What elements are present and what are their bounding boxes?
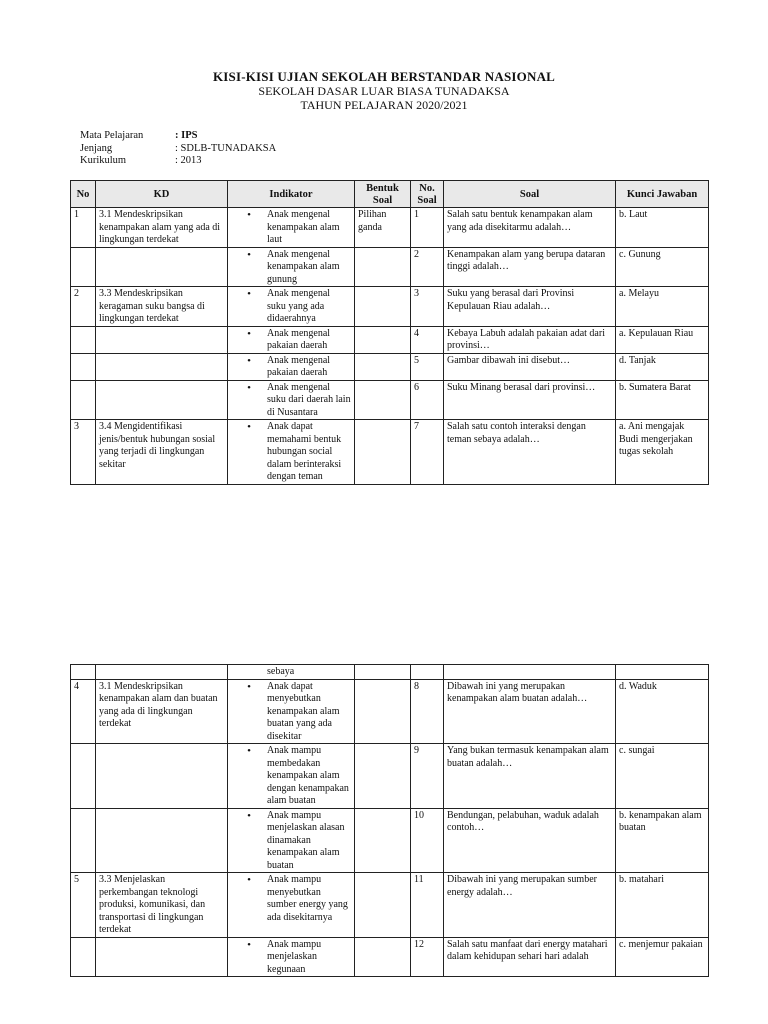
bullet-icon: • — [247, 209, 251, 221]
meta-subject — [80, 130, 276, 143]
meta-curriculum — [80, 155, 276, 168]
indikator-text: Anak dapat memahami bentuk hubungan social dalam berinteraksi dengan teman — [267, 421, 342, 482]
cell-bentuk — [355, 665, 411, 680]
meta-subject-label: Mata Pelajaran — [80, 130, 144, 141]
header-soal: Soal — [444, 181, 616, 208]
cell-no-soal — [411, 665, 444, 680]
cell-no — [71, 247, 96, 287]
indikator-text: Anak mengenal kenampakan alam laut — [267, 209, 340, 245]
table-row — [71, 287, 709, 327]
table-row — [71, 380, 709, 420]
cell-no-soal: 9 — [411, 744, 444, 809]
cell-kd: 3.3 Mendeskripsikan keragaman suku bangsa di lingkungan terdekat — [96, 287, 228, 327]
cell-no: 3 — [71, 420, 96, 485]
cell-bentuk — [355, 873, 411, 938]
meta-level-label: Jenjang — [80, 142, 113, 154]
cell-indikator — [228, 937, 355, 977]
cell-bentuk — [355, 326, 411, 353]
cell-soal — [444, 665, 616, 680]
cell-no-soal: 10 — [411, 808, 444, 873]
indikator-text: Anak dapat menyebutkan kenampakan alam buatan yang ada disekitar — [267, 680, 340, 742]
cell-soal: Bendungan, pelabuhan, waduk adalah contoh… — [444, 808, 616, 873]
header-kunci-jawaban: Kunci Jawaban — [616, 181, 709, 208]
cell-bentuk — [355, 287, 411, 327]
cell-soal: Kebaya Labuh adalah pakaian adat dari provinsi… — [444, 326, 616, 353]
bullet-icon: • — [247, 938, 251, 951]
cell-no-soal: 5 — [411, 353, 444, 380]
table-row — [71, 744, 709, 809]
cell-kd: 3.1 Mendeskripsikan kenampakan alam dan buatan yang ada di lingkungan terdekat — [96, 679, 228, 744]
cell-kunci: c. Gunung — [616, 247, 709, 287]
cell-bentuk — [355, 353, 411, 380]
table-row — [71, 247, 709, 287]
cell-indikator — [228, 247, 355, 287]
cell-kd: 3.1 Mendeskripsikan kenampakan alam yang ada di lingkungan terdekat — [96, 208, 228, 248]
indikator-text: Anak mampu menjelaskan alasan dinamakan kenampakan alam buatan — [267, 809, 345, 871]
cell-soal: Suku Minang berasal dari provinsi… — [444, 380, 616, 420]
cell-indikator — [228, 287, 355, 327]
cell-kunci: b. Sumatera Barat — [616, 380, 709, 420]
header-indikator: Indikator — [228, 181, 355, 208]
table-row — [71, 937, 709, 977]
cell-soal: Kenampakan alam yang berupa dataran tinggi adalah… — [444, 247, 616, 287]
cell-bentuk — [355, 380, 411, 420]
cell-no — [71, 326, 96, 353]
cell-no: 2 — [71, 287, 96, 327]
indikator-text: Anak mengenal kenampakan alam gunung — [267, 248, 340, 285]
indikator-text: Anak mengenal suku dari daerah lain di Nusantara — [267, 381, 351, 418]
cell-no-soal: 1 — [411, 208, 444, 248]
cell-kunci — [616, 665, 709, 680]
bullet-icon: • — [247, 874, 251, 886]
cell-kd — [96, 380, 228, 420]
cell-kunci: a. Kepulauan Riau — [616, 326, 709, 353]
table-row — [71, 808, 709, 873]
cell-bentuk — [355, 744, 411, 809]
indikator-text: Anak mampu membedakan kenampakan alam dengan kenampakan alam buatan — [267, 745, 349, 806]
cell-no-soal: 3 — [411, 287, 444, 327]
cell-indikator — [228, 808, 355, 873]
table-row-continued — [71, 665, 709, 680]
cell-no-soal: 7 — [411, 420, 444, 485]
cell-no — [71, 353, 96, 380]
cell-bentuk — [355, 247, 411, 287]
cell-kd — [96, 353, 228, 380]
school-name: SEKOLAH DASAR LUAR BIASA TUNADAKSA — [258, 84, 510, 98]
cell-kd: 3.4 Mengidentifikasi jenis/bentuk hubungan sosial yang terjadi di lingkungan sekitar — [96, 420, 228, 485]
cell-no — [71, 744, 96, 809]
cell-kunci: b. kenampakan alam buatan — [616, 808, 709, 873]
table-row — [71, 208, 709, 248]
indikator-text: Anak mengenal pakaian daerah — [267, 354, 331, 378]
bullet-icon: • — [247, 248, 251, 261]
cell-kunci: c. menjemur pakaian — [616, 937, 709, 977]
meta-curriculum-label: Kurikulum — [80, 155, 127, 166]
cell-bentuk — [355, 679, 411, 744]
header-kd: KD — [96, 181, 228, 208]
bullet-icon: • — [247, 809, 251, 822]
bullet-icon: • — [247, 745, 251, 757]
bullet-icon: • — [247, 327, 251, 340]
cell-kd — [96, 744, 228, 809]
cell-kunci: a. Ani mengajak Budi mengerjakan tugas sekolah — [616, 420, 709, 485]
cell-kd — [96, 326, 228, 353]
cell-kunci: b. matahari — [616, 873, 709, 938]
cell-no — [71, 937, 96, 977]
cell-indikator — [228, 679, 355, 744]
table-row — [71, 679, 709, 744]
cell-bentuk — [355, 808, 411, 873]
meta-curriculum-value: : 2013 — [175, 155, 202, 166]
table-row — [71, 353, 709, 380]
cell-no: 5 — [71, 873, 96, 938]
cell-soal: Dibawah ini yang merupakan sumber energy adalah… — [444, 873, 616, 938]
cell-no-soal: 4 — [411, 326, 444, 353]
cell-no-soal: 12 — [411, 937, 444, 977]
cell-kunci: a. Melayu — [616, 287, 709, 327]
cell-soal: Salah satu bentuk kenampakan alam yang ada disekitarmu adalah… — [444, 208, 616, 248]
academic-year: TAHUN PELAJARAN 2020/2021 — [300, 98, 468, 112]
document-meta — [80, 130, 276, 168]
bullet-icon: • — [247, 381, 251, 394]
cell-indikator — [228, 420, 355, 485]
cell-indikator — [228, 665, 355, 680]
bullet-icon: • — [247, 288, 251, 300]
cell-no — [71, 380, 96, 420]
bullet-icon: • — [247, 354, 251, 367]
cell-kunci: c. sungai — [616, 744, 709, 809]
cell-no-soal: 2 — [411, 247, 444, 287]
meta-level-value: : SDLB-TUNADAKSA — [175, 142, 277, 154]
meta-level — [80, 143, 276, 156]
indikator-text: Anak mampu menyebutkan sumber energy yang ada disekitarnya — [267, 874, 348, 923]
indikator-text: Anak mengenal suku yang ada didaerahnya — [267, 288, 331, 324]
table-row — [71, 873, 709, 938]
cell-kunci: b. Laut — [616, 208, 709, 248]
cell-bentuk: Pilihan ganda — [355, 208, 411, 248]
header-no-soal: No. Soal — [411, 181, 444, 208]
cell-soal: Salah satu manfaat dari energy matahari dalam kehidupan sehari hari adalah — [444, 937, 616, 977]
cell-no-soal: 8 — [411, 679, 444, 744]
cell-indikator — [228, 208, 355, 248]
kisi-table-page1 — [70, 180, 709, 485]
cell-kd — [96, 808, 228, 873]
table-row — [71, 420, 709, 485]
cell-no-soal: 11 — [411, 873, 444, 938]
cell-soal: Salah satu contoh interaksi dengan teman sebaya adalah… — [444, 420, 616, 485]
cell-indikator — [228, 873, 355, 938]
cell-indikator — [228, 380, 355, 420]
bullet-icon: • — [247, 680, 251, 693]
cell-kunci: d. Waduk — [616, 679, 709, 744]
cell-soal: Dibawah ini yang merupakan kenampakan alam buatan adalah… — [444, 679, 616, 744]
cell-soal: Gambar dibawah ini disebut… — [444, 353, 616, 380]
cell-no: 4 — [71, 679, 96, 744]
cell-bentuk — [355, 937, 411, 977]
document-header — [0, 69, 768, 112]
cell-kd — [96, 665, 228, 680]
cell-kd — [96, 247, 228, 287]
cell-no — [71, 665, 96, 680]
indikator-text: Anak mampu menjelaskan kegunaan — [267, 938, 322, 975]
continued-text: sebaya — [267, 666, 295, 677]
header-bentuk-soal: Bentuk Soal — [355, 181, 411, 208]
cell-soal: Suku yang berasal dari Provinsi Kepulauan Riau adalah… — [444, 287, 616, 327]
cell-indikator — [228, 326, 355, 353]
cell-indikator — [228, 744, 355, 809]
cell-bentuk — [355, 420, 411, 485]
cell-no: 1 — [71, 208, 96, 248]
indikator-text: Anak mengenal pakaian daerah — [267, 327, 331, 351]
cell-kunci: d. Tanjak — [616, 353, 709, 380]
cell-kd — [96, 937, 228, 977]
cell-soal: Yang bukan termasuk kenampakan alam buatan adalah… — [444, 744, 616, 809]
cell-no — [71, 808, 96, 873]
document-title: KISI-KISI UJIAN SEKOLAH BERSTANDAR NASIONAL — [212, 69, 556, 84]
header-no: No — [71, 181, 96, 208]
kisi-table-page2 — [70, 664, 709, 977]
table-row — [71, 326, 709, 353]
meta-subject-value: : IPS — [175, 130, 198, 141]
cell-no-soal: 6 — [411, 380, 444, 420]
table-header-row — [71, 181, 709, 208]
cell-indikator — [228, 353, 355, 380]
bullet-icon: • — [247, 421, 251, 433]
cell-kd: 3.3 Menjelaskan perkembangan teknologi produksi, komunikasi, dan transportasi di lingkungan terdekat — [96, 873, 228, 938]
